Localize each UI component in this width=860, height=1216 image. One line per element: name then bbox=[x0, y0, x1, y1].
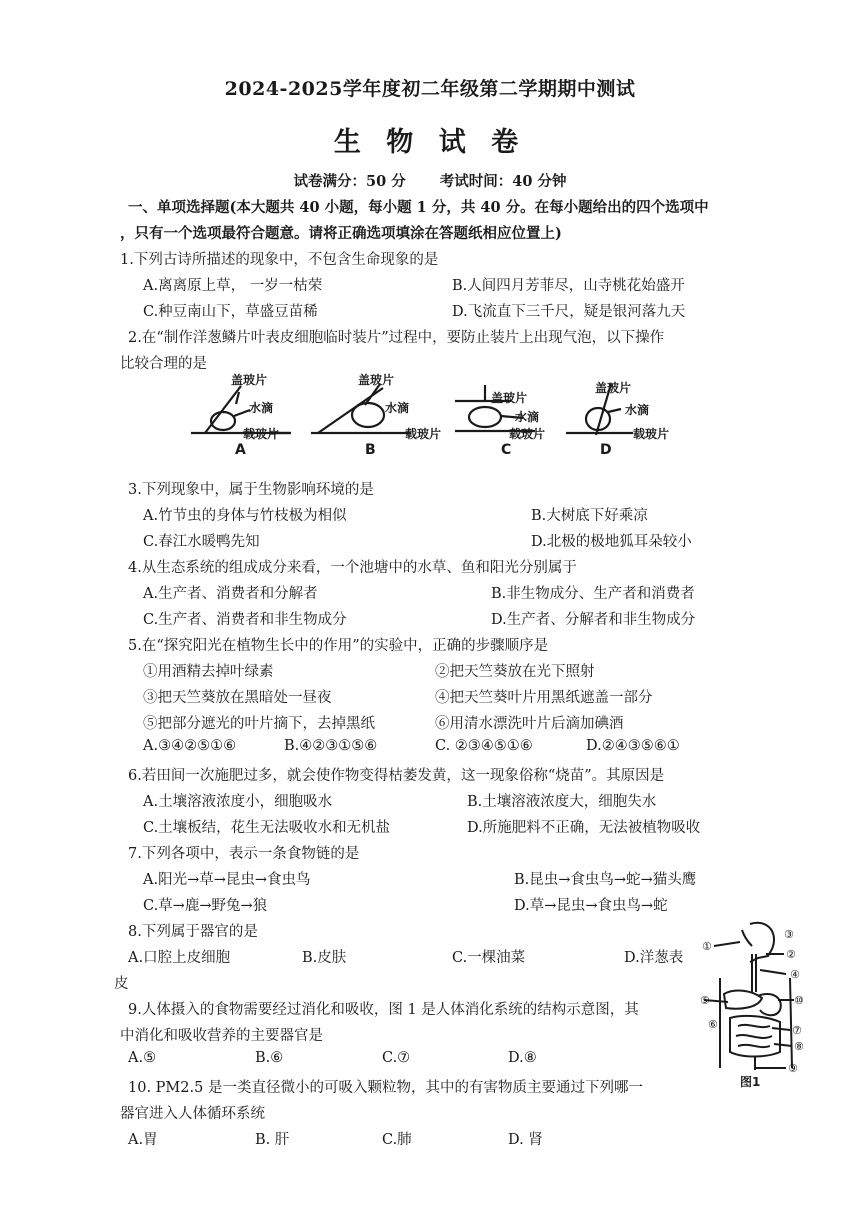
question-5-option-c: C. ②③④⑤①⑥ bbox=[435, 738, 533, 754]
question-5-step-1: ①用酒精去掉叶绿素 bbox=[143, 664, 274, 680]
question-6-stem: 6.若田间一次施肥过多，就会使作物变得枯萎发黄，这一现象俗称“烧苗”。其原因是 bbox=[128, 768, 665, 784]
figure-marker-8: ⑧ bbox=[794, 1040, 804, 1053]
figure-marker-1: ① bbox=[702, 940, 712, 953]
question-5-option-a: A.③④②⑤①⑥ bbox=[143, 738, 237, 754]
question-6-option-c: C.土壤板结，花生无法吸收水和无机盐 bbox=[143, 820, 391, 836]
question-4-option-a: A.生产者、消费者和分解者 bbox=[143, 586, 318, 602]
question-4-option-c: C.生产者、消费者和非生物成分 bbox=[143, 612, 347, 628]
question-1-stem: 1.下列古诗所描述的现象中，不包含生命现象的是 bbox=[120, 252, 439, 268]
question-7-option-a: A.阳光→草→昆虫→食虫鸟 bbox=[143, 872, 311, 888]
figure-marker-4: ④ bbox=[790, 968, 800, 981]
exam-time: 考试时间：40 分钟 bbox=[439, 173, 567, 190]
question-10-option-b: B. 肝 bbox=[255, 1132, 290, 1148]
question-2-stem-cont: 比较合理的是 bbox=[120, 356, 207, 372]
question-9-option-a: A.⑤ bbox=[128, 1050, 157, 1066]
question-5-step-3: ③把天竺葵放在黑暗处一昼夜 bbox=[143, 690, 332, 706]
question-1-option-c: C.种豆南山下，草盛豆苗稀 bbox=[143, 304, 318, 320]
question-8-option-a: A.口腔上皮细胞 bbox=[128, 950, 231, 966]
digestive-system-figure bbox=[700, 918, 810, 1090]
diagram-b-slide-label: 载玻片 bbox=[405, 427, 442, 441]
question-3-option-c: C.春江水暖鸭先知 bbox=[143, 534, 260, 550]
diagram-b-cover-label: 盖玻片 bbox=[358, 373, 395, 387]
question-5-step-4: ④把天竺葵叶片用黑纸遮盖一部分 bbox=[435, 690, 653, 706]
diagram-d-letter: D bbox=[600, 442, 612, 458]
question-4-stem: 4.从生态系统的组成成分来看，一个池塘中的水草、鱼和阳光分别属于 bbox=[128, 560, 577, 576]
question-9-option-d: D.⑧ bbox=[508, 1050, 537, 1066]
question-8-stem: 8.下列属于器官的是 bbox=[128, 924, 258, 940]
diagram-a-slide-label: 载玻片 bbox=[243, 427, 280, 441]
figure-caption: 图1 bbox=[740, 1075, 761, 1089]
question-5-step-5: ⑤把部分遮光的叶片摘下，去掉黑纸 bbox=[143, 716, 375, 732]
diagram-c-letter: C bbox=[501, 442, 512, 458]
question-9-stem: 9.人体摄入的食物需要经过消化和吸收，图 1 是人体消化系统的结构示意图，其 bbox=[128, 1002, 639, 1018]
question-1-option-d: D.飞流直下三千尺，疑是银河落九天 bbox=[452, 304, 686, 320]
diagram-c-water-label: 水滴 bbox=[515, 410, 540, 424]
question-5-step-2: ②把天竺葵放在光下照射 bbox=[435, 664, 595, 680]
question-5-option-b: B.④②③①⑤⑥ bbox=[284, 738, 378, 754]
diagram-a-water-label: 水滴 bbox=[249, 401, 274, 415]
question-8-option-b: B.皮肤 bbox=[302, 950, 347, 966]
question-10-stem-cont: 器官进入人体循环系统 bbox=[120, 1106, 265, 1122]
diagram-b-letter: B bbox=[365, 442, 376, 458]
question-6-option-b: B.土壤溶液浓度大，细胞失水 bbox=[467, 794, 657, 810]
question-8-option-d: D.洋葱表 bbox=[624, 950, 684, 966]
question-3-option-b: B.大树底下好乘凉 bbox=[531, 508, 648, 524]
question-9-option-b: B.⑥ bbox=[255, 1050, 284, 1066]
diagram-a-letter: A bbox=[235, 442, 246, 458]
exam-info bbox=[0, 170, 860, 191]
question-5-stem: 5.在“探究阳光在植物生长中的作用”的实验中，正确的步骤顺序是 bbox=[128, 638, 549, 654]
section-heading-line1: 一、单项选择题(本大题共 40 小题，每小题 1 分，共 40 分。在每小题给出的四个选项中 bbox=[128, 199, 709, 216]
question-5-option-d: D.②④③⑤⑥① bbox=[586, 738, 680, 754]
question-10-option-a: A.胃 bbox=[128, 1132, 158, 1148]
diagram-c-cover-label: 盖玻片 bbox=[491, 391, 528, 405]
figure-marker-7: ⑦ bbox=[792, 1024, 802, 1037]
question-3-option-d: D.北极的极地狐耳朵较小 bbox=[531, 534, 692, 550]
figure-marker-9: ⑨ bbox=[788, 1062, 798, 1075]
section-heading-line2: ，只有一个选项最符合题意。请将正确选项填涂在答题纸相应位置上) bbox=[120, 225, 562, 242]
exam-subtitle: 生 物 试 卷 bbox=[333, 127, 527, 158]
question-1-option-b: B.人间四月芳菲尽，山寺桃花始盛开 bbox=[452, 278, 685, 294]
coverslip-diagram bbox=[183, 372, 683, 462]
liver-shape bbox=[724, 991, 762, 1009]
diagram-a-cover-label: 盖玻片 bbox=[231, 373, 268, 387]
question-6-option-a: A.土壤溶液浓度小，细胞吸水 bbox=[143, 794, 333, 810]
question-9-stem-cont: 中消化和吸收营养的主要器官是 bbox=[120, 1028, 323, 1044]
full-score: 试卷满分：50 分 bbox=[293, 173, 406, 190]
diagram-a bbox=[191, 386, 291, 433]
question-10-option-c: C.肺 bbox=[382, 1132, 412, 1148]
diagram-d-slide-label: 载玻片 bbox=[633, 427, 670, 441]
figure-marker-10: ⑩ bbox=[794, 994, 804, 1007]
diagram-d-water-label: 水滴 bbox=[625, 403, 650, 417]
exam-title: 2024-2025学年度初二年级第二学期期中测试 bbox=[224, 78, 636, 100]
question-10-option-d: D. 肾 bbox=[508, 1132, 543, 1148]
question-5-step-6: ⑥用清水漂洗叶片后滴加碘酒 bbox=[435, 716, 624, 732]
question-4-option-d: D.生产者、分解者和非生物成分 bbox=[491, 612, 696, 628]
diagram-b-water-label: 水滴 bbox=[385, 401, 410, 415]
question-7-option-b: B.昆虫→食虫鸟→蛇→猫头鹰 bbox=[514, 872, 697, 888]
question-7-stem: 7.下列各项中，表示一条食物链的是 bbox=[128, 846, 360, 862]
diagram-c-slide-label: 载玻片 bbox=[509, 427, 546, 441]
figure-marker-5: ⑤ bbox=[700, 994, 710, 1007]
diagram-d-cover-label: 盖玻片 bbox=[595, 381, 632, 395]
figure-marker-2: ② bbox=[786, 948, 796, 961]
question-3-stem: 3.下列现象中，属于生物影响环境的是 bbox=[128, 482, 374, 498]
question-10-stem: 10. PM2.5 是一类直径微小的可吸入颗粒物，其中的有害物质主要通过下列哪一 bbox=[128, 1080, 643, 1096]
figure-marker-6: ⑥ bbox=[708, 1018, 718, 1031]
question-8-option-c: C.一棵油菜 bbox=[452, 950, 526, 966]
question-7-option-d: D.草→昆虫→食虫鸟→蛇 bbox=[514, 898, 668, 914]
question-6-option-d: D.所施肥料不正确，无法被植物吸收 bbox=[467, 820, 701, 836]
question-2-stem: 2.在“制作洋葱鳞片叶表皮细胞临时装片”过程中，要防止装片上出现气泡，以下操作 bbox=[128, 330, 665, 346]
question-8-option-d-cont: 皮 bbox=[114, 976, 129, 992]
question-3-option-a: A.竹节虫的身体与竹枝极为相似 bbox=[143, 508, 347, 524]
question-1-option-a: A.离离原上草， 一岁一枯荣 bbox=[143, 278, 323, 294]
question-4-option-b: B.非生物成分、生产者和消费者 bbox=[491, 586, 695, 602]
head-outline bbox=[750, 923, 774, 962]
question-7-option-c: C.草→鹿→野兔→狼 bbox=[143, 898, 268, 914]
figure-marker-3: ③ bbox=[784, 928, 794, 941]
question-9-option-c: C.⑦ bbox=[382, 1050, 411, 1066]
